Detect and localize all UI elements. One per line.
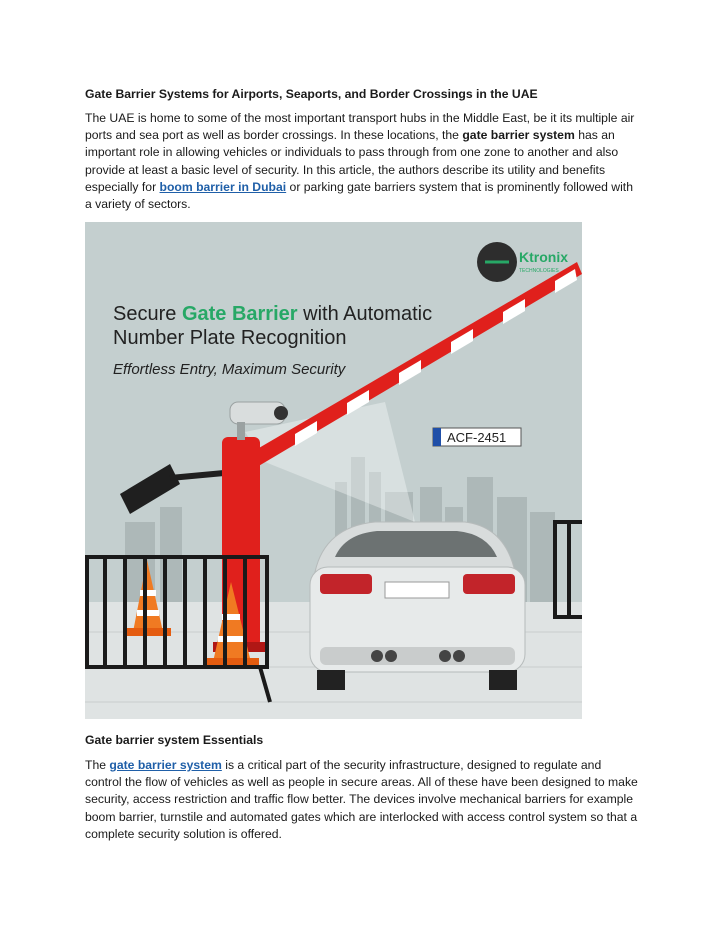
logo-subtitle: TECHNOLOGIES [519,268,559,274]
logo-name: Ktronix [519,249,568,265]
intro-text-2: has an important role in allowing vehicles or individuals to pass through from one zone to another and also provide at least a basic level of security. In this article, the authors describe its utility and benefits especially for [85,128,619,194]
gate-barrier-system-link[interactable]: gate barrier system [109,758,222,772]
section-heading: Gate barrier system Essentials [85,733,264,747]
figure-title-line1: Secure Gate Barrier with Automatic [113,303,433,325]
intro-text-1: The UAE is home to some of the most important transport hubs in the Middle East, be it its multiple air ports and sea port as well as border crossings. In these locations, the [85,111,635,143]
essentials-text-2: is a critical part of the security infrastructure, designed to regulate and control the flow of vehicles as well as people in secure areas. All of these have been designed to make security, access restriction and traffic flow better. The devices involve mechanical barriers for example boom barrier, turnstile and automated gates which are interlocked with access control system so that a complete security solution is offered. [85,758,638,841]
figure-subtitle: Effortless Entry, Maximum Security [113,361,346,378]
boom-barrier-dubai-link[interactable]: boom barrier in Dubai [159,179,287,194]
essentials-paragraph [85,757,640,843]
figure-title-line2: Number Plate Recognition [113,327,347,349]
article-heading: Gate Barrier Systems for Airports, Seaports, and Border Crossings in the UAE [85,87,538,101]
intro-bold-term: gate barrier system [462,128,575,143]
essentials-text-1: The [85,758,110,772]
license-plate-text: ACF-2451 [447,430,507,445]
license-plate-label [433,428,521,446]
intro-paragraph [85,110,640,213]
intro-text-3: or parking gate barriers system that is prominently followed with a variety of sectors. [85,179,633,212]
car [310,522,525,690]
gate-barrier-illustration [85,222,582,719]
